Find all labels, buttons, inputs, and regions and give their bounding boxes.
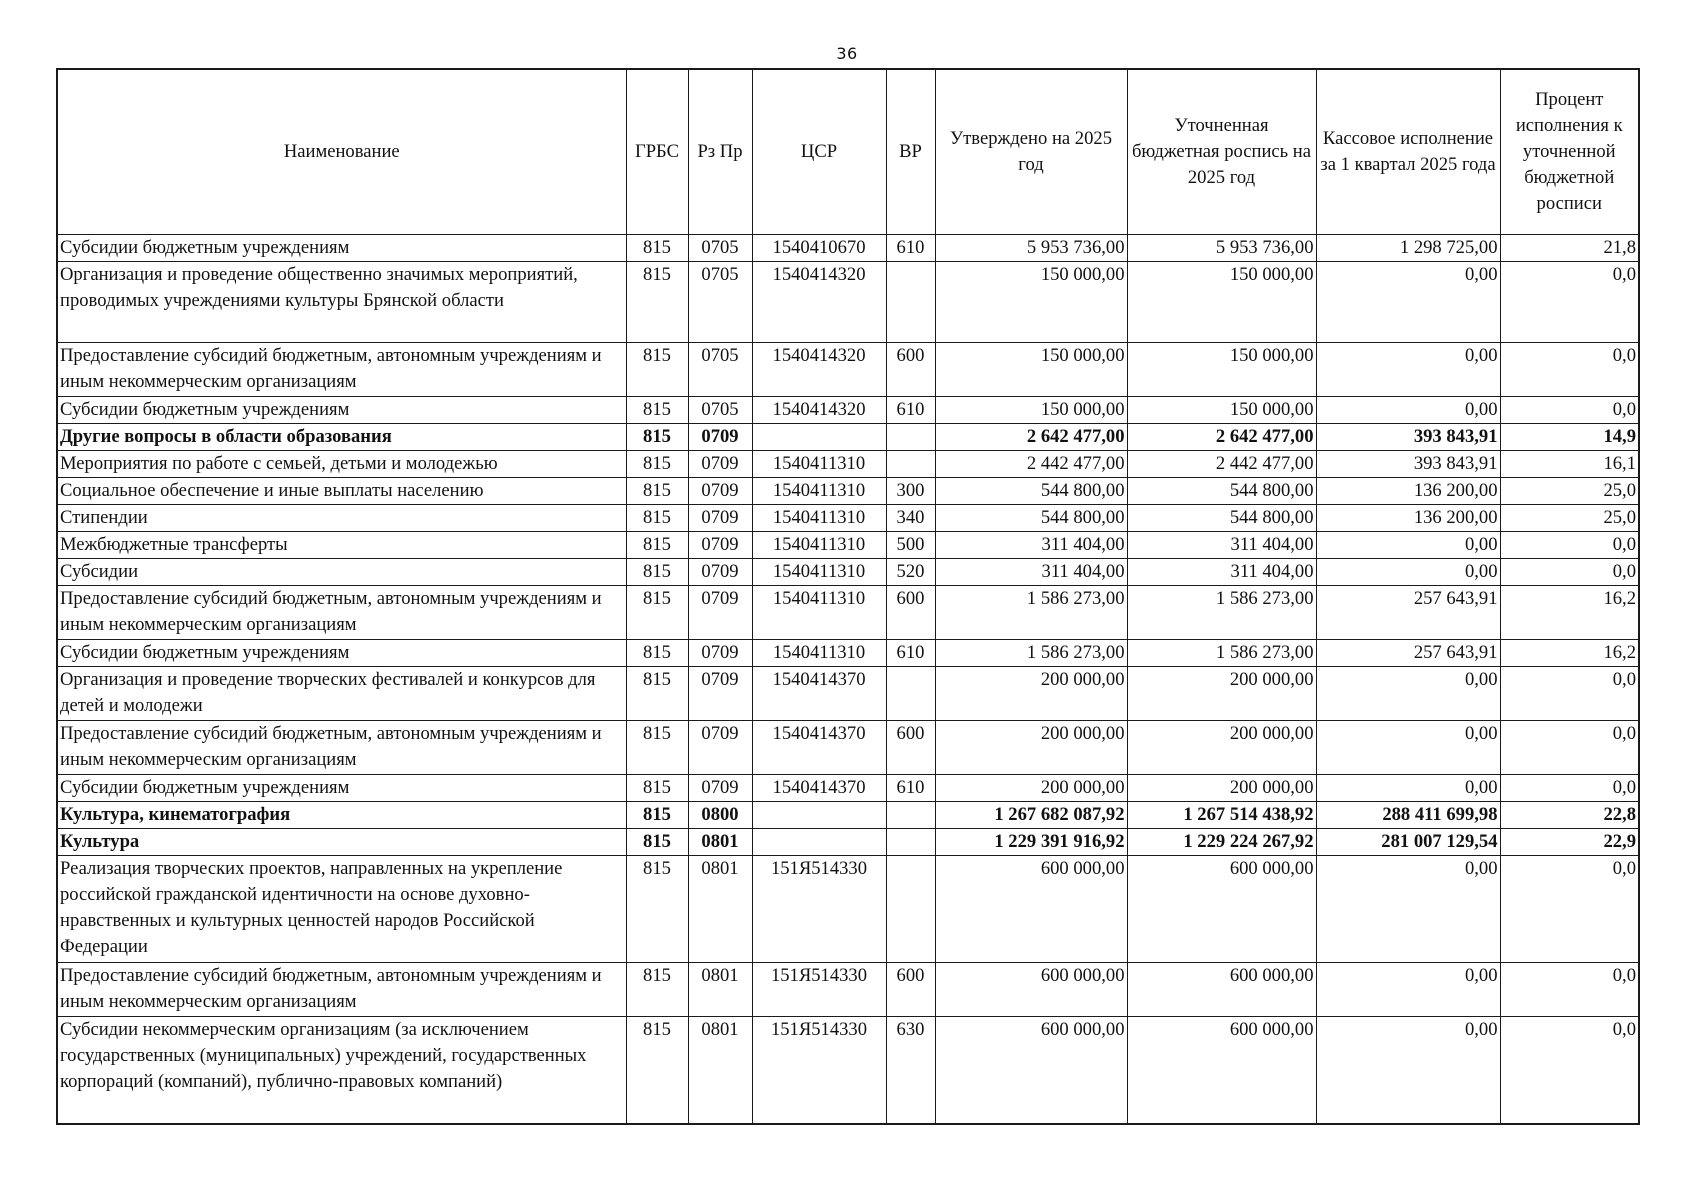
row-grbs: 815: [626, 829, 688, 856]
row-approved: 311 404,00: [935, 532, 1127, 559]
row-percent: 0,0: [1500, 775, 1639, 802]
row-percent: 0,0: [1500, 721, 1639, 775]
row-name: Социальное обеспечение и иные выплаты населению: [57, 478, 626, 505]
row-rzpr: 0801: [688, 856, 752, 963]
row-csr: 1540414320: [752, 262, 886, 343]
row-refined: 311 404,00: [1127, 532, 1316, 559]
row-vr: 600: [886, 721, 935, 775]
row-csr: 1540411310: [752, 559, 886, 586]
row-csr: 151Я514330: [752, 1017, 886, 1125]
row-approved: 2 442 477,00: [935, 451, 1127, 478]
row-cash: 1 298 725,00: [1316, 235, 1500, 262]
row-refined: 2 442 477,00: [1127, 451, 1316, 478]
row-cash: 0,00: [1316, 559, 1500, 586]
row-csr: 1540414370: [752, 775, 886, 802]
row-csr: 1540414370: [752, 667, 886, 721]
row-percent: 22,9: [1500, 829, 1639, 856]
row-vr: 600: [886, 963, 935, 1017]
row-csr: 151Я514330: [752, 856, 886, 963]
row-percent: 16,1: [1500, 451, 1639, 478]
row-vr: 340: [886, 505, 935, 532]
row-name: Предоставление субсидий бюджетным, автономным учреждениям и иным некоммерческим организациям: [57, 963, 626, 1017]
row-grbs: 815: [626, 1017, 688, 1125]
row-refined: 200 000,00: [1127, 667, 1316, 721]
row-vr: [886, 451, 935, 478]
table-row-section: [57, 829, 1639, 856]
row-approved: 200 000,00: [935, 721, 1127, 775]
row-rzpr: 0801: [688, 829, 752, 856]
row-cash: 288 411 699,98: [1316, 802, 1500, 829]
row-rzpr: 0709: [688, 775, 752, 802]
row-cash: 136 200,00: [1316, 505, 1500, 532]
row-approved: 600 000,00: [935, 963, 1127, 1017]
row-name: Другие вопросы в области образования: [57, 424, 626, 451]
row-refined: 1 586 273,00: [1127, 640, 1316, 667]
table-row: [57, 963, 1639, 1017]
row-vr: [886, 829, 935, 856]
row-csr: 1540411310: [752, 451, 886, 478]
row-name: Субсидии: [57, 559, 626, 586]
row-percent: 14,9: [1500, 424, 1639, 451]
row-refined: 544 800,00: [1127, 478, 1316, 505]
row-csr: 1540411310: [752, 478, 886, 505]
row-refined: 1 229 224 267,92: [1127, 829, 1316, 856]
row-refined: 200 000,00: [1127, 775, 1316, 802]
row-approved: 150 000,00: [935, 343, 1127, 397]
row-csr: 1540411310: [752, 505, 886, 532]
row-percent: 0,0: [1500, 856, 1639, 963]
header-grbs: ГРБС: [626, 69, 688, 235]
row-percent: 25,0: [1500, 505, 1639, 532]
row-approved: 600 000,00: [935, 1017, 1127, 1125]
row-vr: [886, 667, 935, 721]
table-row: [57, 586, 1639, 640]
header-cash: Кассовое исполнение за 1 квартал 2025 года: [1316, 69, 1500, 235]
row-rzpr: 0709: [688, 559, 752, 586]
budget-execution-table: [56, 68, 1640, 1125]
row-grbs: 815: [626, 667, 688, 721]
row-vr: 630: [886, 1017, 935, 1125]
row-cash: 0,00: [1316, 532, 1500, 559]
row-rzpr: 0709: [688, 505, 752, 532]
table-row: [57, 559, 1639, 586]
row-vr: 610: [886, 640, 935, 667]
row-refined: 150 000,00: [1127, 343, 1316, 397]
row-percent: 0,0: [1500, 532, 1639, 559]
row-approved: 311 404,00: [935, 559, 1127, 586]
row-approved: 544 800,00: [935, 505, 1127, 532]
row-percent: 0,0: [1500, 397, 1639, 424]
row-percent: 16,2: [1500, 640, 1639, 667]
header-csr: ЦСР: [752, 69, 886, 235]
row-vr: 610: [886, 235, 935, 262]
row-vr: 520: [886, 559, 935, 586]
row-refined: 1 586 273,00: [1127, 586, 1316, 640]
row-name: Предоставление субсидий бюджетным, автономным учреждениям и иным некоммерческим организациям: [57, 721, 626, 775]
row-percent: 0,0: [1500, 963, 1639, 1017]
row-percent: 0,0: [1500, 667, 1639, 721]
row-grbs: 815: [626, 235, 688, 262]
row-refined: 200 000,00: [1127, 721, 1316, 775]
table-row: [57, 478, 1639, 505]
row-refined: 150 000,00: [1127, 262, 1316, 343]
row-name: Мероприятия по работе с семьей, детьми и молодежью: [57, 451, 626, 478]
header-name: Наименование: [57, 69, 626, 235]
row-approved: 1 267 682 087,92: [935, 802, 1127, 829]
row-vr: 300: [886, 478, 935, 505]
row-refined: 5 953 736,00: [1127, 235, 1316, 262]
table-row: [57, 343, 1639, 397]
row-name: Субсидии бюджетным учреждениям: [57, 775, 626, 802]
row-refined: 1 267 514 438,92: [1127, 802, 1316, 829]
row-cash: 0,00: [1316, 262, 1500, 343]
table-row: [57, 262, 1639, 343]
row-name: Стипендии: [57, 505, 626, 532]
table-row: [57, 640, 1639, 667]
row-rzpr: 0705: [688, 235, 752, 262]
row-name: Субсидии бюджетным учреждениям: [57, 640, 626, 667]
row-name: Организация и проведение творческих фестивалей и конкурсов для детей и молодежи: [57, 667, 626, 721]
row-rzpr: 0709: [688, 424, 752, 451]
row-grbs: 815: [626, 802, 688, 829]
page-number: 36: [836, 44, 858, 63]
row-csr: [752, 424, 886, 451]
row-name: Предоставление субсидий бюджетным, автономным учреждениям и иным некоммерческим организациям: [57, 586, 626, 640]
row-approved: 544 800,00: [935, 478, 1127, 505]
row-name: Культура: [57, 829, 626, 856]
row-refined: 2 642 477,00: [1127, 424, 1316, 451]
row-percent: 22,8: [1500, 802, 1639, 829]
row-grbs: 815: [626, 262, 688, 343]
row-grbs: 815: [626, 559, 688, 586]
row-cash: 0,00: [1316, 1017, 1500, 1125]
table-row: [57, 856, 1639, 963]
row-rzpr: 0705: [688, 397, 752, 424]
row-vr: 500: [886, 532, 935, 559]
row-csr: 151Я514330: [752, 963, 886, 1017]
table-row: [57, 451, 1639, 478]
row-percent: 0,0: [1500, 1017, 1639, 1125]
row-approved: 5 953 736,00: [935, 235, 1127, 262]
row-rzpr: 0709: [688, 478, 752, 505]
row-refined: 311 404,00: [1127, 559, 1316, 586]
header-refined: Уточненная бюджетная роспись на 2025 год: [1127, 69, 1316, 235]
row-vr: [886, 424, 935, 451]
row-approved: 150 000,00: [935, 397, 1127, 424]
row-rzpr: 0801: [688, 963, 752, 1017]
row-rzpr: 0801: [688, 1017, 752, 1125]
row-approved: 600 000,00: [935, 856, 1127, 963]
row-refined: 544 800,00: [1127, 505, 1316, 532]
row-grbs: 815: [626, 586, 688, 640]
table-row: [57, 667, 1639, 721]
header-vr: ВР: [886, 69, 935, 235]
row-name: Субсидии бюджетным учреждениям: [57, 397, 626, 424]
row-name: Субсидии бюджетным учреждениям: [57, 235, 626, 262]
row-csr: 1540414320: [752, 343, 886, 397]
table-header-row: [57, 69, 1639, 235]
row-csr: 1540411310: [752, 586, 886, 640]
row-approved: 1 586 273,00: [935, 586, 1127, 640]
row-cash: 257 643,91: [1316, 586, 1500, 640]
row-vr: 610: [886, 397, 935, 424]
row-percent: 0,0: [1500, 559, 1639, 586]
row-refined: 600 000,00: [1127, 1017, 1316, 1125]
row-approved: 1 229 391 916,92: [935, 829, 1127, 856]
row-csr: 1540414320: [752, 397, 886, 424]
row-grbs: 815: [626, 856, 688, 963]
row-cash: 393 843,91: [1316, 451, 1500, 478]
row-cash: 0,00: [1316, 397, 1500, 424]
table-row: [57, 505, 1639, 532]
row-percent: 25,0: [1500, 478, 1639, 505]
table-row-section: [57, 424, 1639, 451]
row-vr: 600: [886, 343, 935, 397]
row-name: Межбюджетные трансферты: [57, 532, 626, 559]
table-row: [57, 775, 1639, 802]
row-cash: 136 200,00: [1316, 478, 1500, 505]
table-row: [57, 1017, 1639, 1125]
row-grbs: 815: [626, 451, 688, 478]
row-approved: 1 586 273,00: [935, 640, 1127, 667]
row-grbs: 815: [626, 505, 688, 532]
row-approved: 2 642 477,00: [935, 424, 1127, 451]
row-rzpr: 0800: [688, 802, 752, 829]
table-row: [57, 532, 1639, 559]
row-approved: 200 000,00: [935, 775, 1127, 802]
row-csr: 1540414370: [752, 721, 886, 775]
row-cash: 0,00: [1316, 343, 1500, 397]
table-row: [57, 235, 1639, 262]
row-name: Организация и проведение общественно значимых мероприятий, проводимых учреждениями культуры Брянской области: [57, 262, 626, 343]
table-row: [57, 721, 1639, 775]
row-rzpr: 0705: [688, 343, 752, 397]
row-percent: 16,2: [1500, 586, 1639, 640]
row-rzpr: 0705: [688, 262, 752, 343]
row-name: Реализация творческих проектов, направленных на укрепление российской гражданской идентичности на основе духовно-нравственных и культурных ценностей народов Российской Федерации: [57, 856, 626, 963]
row-rzpr: 0709: [688, 640, 752, 667]
row-csr: [752, 829, 886, 856]
row-name: Культура, кинематография: [57, 802, 626, 829]
row-csr: 1540411310: [752, 532, 886, 559]
row-percent: 0,0: [1500, 343, 1639, 397]
row-name: Субсидии некоммерческим организациям (за исключением государственных (муниципальных) учреждений, государственных корпораций (компаний), публично-правовых компаний): [57, 1017, 626, 1125]
header-approved: Утверждено на 2025 год: [935, 69, 1127, 235]
table-row: [57, 397, 1639, 424]
row-approved: 150 000,00: [935, 262, 1127, 343]
row-vr: 600: [886, 586, 935, 640]
row-grbs: 815: [626, 343, 688, 397]
row-csr: 1540410670: [752, 235, 886, 262]
row-cash: 257 643,91: [1316, 640, 1500, 667]
row-rzpr: 0709: [688, 721, 752, 775]
row-cash: 393 843,91: [1316, 424, 1500, 451]
row-refined: 600 000,00: [1127, 856, 1316, 963]
row-percent: 0,0: [1500, 262, 1639, 343]
row-grbs: 815: [626, 397, 688, 424]
row-vr: [886, 802, 935, 829]
header-percent: Процент исполнения к уточненной бюджетной росписи: [1500, 69, 1639, 235]
row-vr: [886, 856, 935, 963]
row-grbs: 815: [626, 424, 688, 451]
row-cash: 0,00: [1316, 963, 1500, 1017]
row-cash: 0,00: [1316, 721, 1500, 775]
row-cash: 0,00: [1316, 775, 1500, 802]
row-refined: 600 000,00: [1127, 963, 1316, 1017]
row-vr: [886, 262, 935, 343]
row-cash: 0,00: [1316, 667, 1500, 721]
row-grbs: 815: [626, 640, 688, 667]
row-grbs: 815: [626, 963, 688, 1017]
header-rzpr: Рз Пр: [688, 69, 752, 235]
table-row-section: [57, 802, 1639, 829]
row-cash: 281 007 129,54: [1316, 829, 1500, 856]
row-rzpr: 0709: [688, 451, 752, 478]
row-grbs: 815: [626, 775, 688, 802]
row-grbs: 815: [626, 721, 688, 775]
row-rzpr: 0709: [688, 586, 752, 640]
row-percent: 21,8: [1500, 235, 1639, 262]
row-approved: 200 000,00: [935, 667, 1127, 721]
row-cash: 0,00: [1316, 856, 1500, 963]
row-rzpr: 0709: [688, 667, 752, 721]
row-rzpr: 0709: [688, 532, 752, 559]
row-refined: 150 000,00: [1127, 397, 1316, 424]
row-vr: 610: [886, 775, 935, 802]
row-csr: 1540411310: [752, 640, 886, 667]
row-grbs: 815: [626, 532, 688, 559]
row-grbs: 815: [626, 478, 688, 505]
row-name: Предоставление субсидий бюджетным, автономным учреждениям и иным некоммерческим организациям: [57, 343, 626, 397]
row-csr: [752, 802, 886, 829]
